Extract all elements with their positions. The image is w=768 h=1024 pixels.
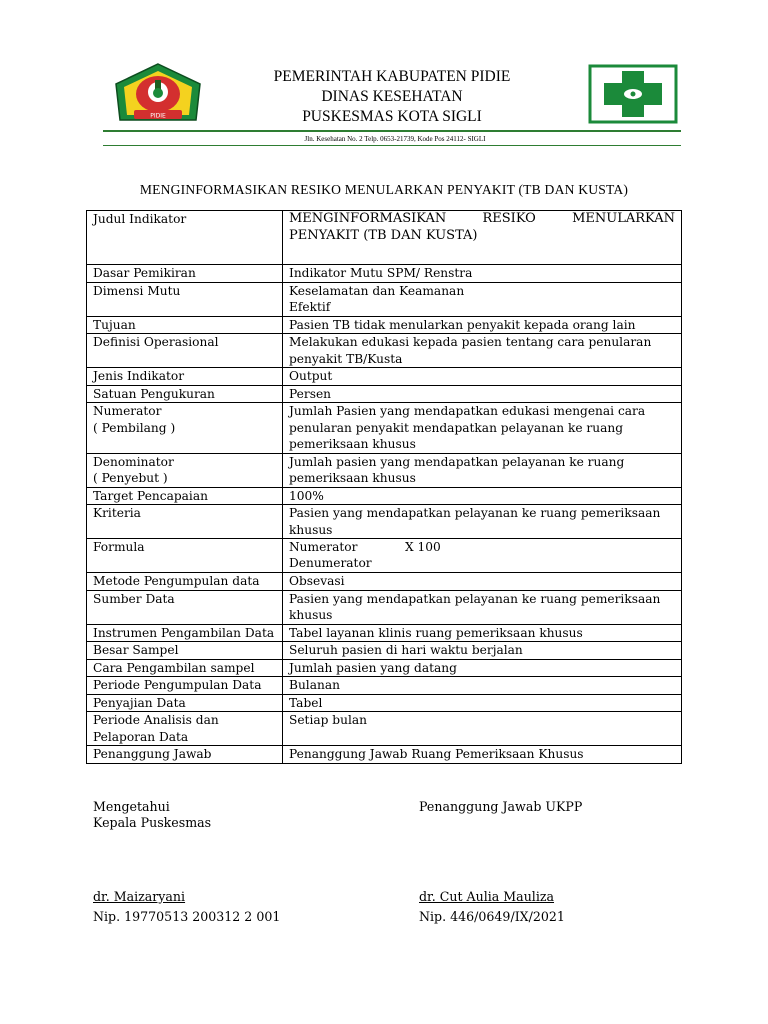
row-value: Penanggung Jawab Ruang Pemeriksaan Khusus <box>283 746 682 764</box>
row-label: Definisi Operasional <box>87 334 283 368</box>
table-row <box>87 453 682 487</box>
health-cross-logo <box>588 64 678 124</box>
header-line-3: PUSKESMAS KOTA SIGLI <box>302 108 482 125</box>
formula-numerator: Numerator <box>289 540 358 554</box>
table-row <box>87 282 682 316</box>
row-value <box>283 539 682 573</box>
signature-right-nip: Nip. 446/0649/IX/2021 <box>419 909 565 924</box>
row-value: Jumlah Pasien yang mendapatkan edukasi mengenai cara penularan penyakit mendapatkan pelayanan ke ruang pemeriksaan khusus <box>283 403 682 454</box>
row-label: Metode Pengumpulan data <box>87 573 283 591</box>
row-label <box>87 403 283 454</box>
table-row <box>87 539 682 573</box>
row-label: Tujuan <box>87 316 283 334</box>
row-label-line: Periode Analisis dan <box>93 713 219 727</box>
row-value: Jumlah pasien yang mendapatkan pelayanan ke ruang pemeriksaan khusus <box>283 453 682 487</box>
table-row <box>87 624 682 642</box>
row-label: Kriteria <box>87 505 283 539</box>
header-divider-top <box>103 130 681 132</box>
indicator-table <box>86 210 682 764</box>
row-value: MENGINFORMASIKAN RESIKO MENULARKAN PENYAKIT (TB DAN KUSTA) <box>283 211 682 265</box>
row-label: Sumber Data <box>87 590 283 624</box>
row-label: Satuan Pengukuran <box>87 385 283 403</box>
table-row <box>87 505 682 539</box>
row-value: Persen <box>283 385 682 403</box>
header-line-2: DINAS KESEHATAN <box>321 88 463 105</box>
table-row <box>87 694 682 712</box>
row-label: Dimensi Mutu <box>87 282 283 316</box>
table-row <box>87 590 682 624</box>
row-value: Tabel <box>283 694 682 712</box>
row-label-line: Numerator <box>93 404 162 418</box>
formula-expression <box>289 539 675 572</box>
table-row <box>87 385 682 403</box>
signature-right-heading: Penanggung Jawab UKPP <box>419 799 583 814</box>
row-value: Pasien yang mendapatkan pelayanan ke ruang pemeriksaan khusus <box>283 505 682 539</box>
signature-left-title: Kepala Puskesmas <box>93 815 212 830</box>
row-value: Pasien TB tidak menularkan penyakit kepada orang lain <box>283 316 682 334</box>
header-address: Jln. Kesehatan No. 2 Telp. 0653-21739, Kode Pos 24112- SIGLI <box>304 135 486 143</box>
row-label: Penanggung Jawab <box>87 746 283 764</box>
header-line-1: PEMERINTAH KABUPATEN PIDIE <box>273 68 511 85</box>
row-value: Tabel layanan klinis ruang pemeriksaan khusus <box>283 624 682 642</box>
logo-left-text: PIDIE <box>150 112 166 120</box>
row-label-line: ( Pembilang ) <box>93 420 176 435</box>
row-value: Jumlah pasien yang datang <box>283 659 682 677</box>
row-label-line: Denominator <box>93 454 174 469</box>
row-label <box>87 453 283 487</box>
header-divider-bottom <box>103 145 681 146</box>
row-value-line: Efektif <box>289 300 331 314</box>
row-label: Judul Indikator <box>87 211 283 265</box>
row-label: Periode Pengumpulan Data <box>87 677 283 695</box>
row-label-line: ( Penyebut ) <box>93 471 168 485</box>
table-row <box>87 316 682 334</box>
row-label <box>87 712 283 746</box>
table-row <box>87 334 682 368</box>
table-row <box>87 487 682 505</box>
row-label: Target Pencapaian <box>87 487 283 505</box>
signature-right-name: dr. Cut Aulia Mauliza <box>419 889 555 904</box>
row-value: 100% <box>283 487 682 505</box>
table-row <box>87 659 682 677</box>
row-label: Jenis Indikator <box>87 368 283 386</box>
row-label: Penyajian Data <box>87 694 283 712</box>
table-row <box>87 642 682 660</box>
signature-left-name: dr. Maizaryani <box>93 889 186 904</box>
row-value: Bulanan <box>283 677 682 695</box>
table-row <box>87 712 682 746</box>
formula-denominator: Denumerator <box>289 556 372 570</box>
table-row <box>87 677 682 695</box>
signature-left-heading: Mengetahui <box>93 799 170 814</box>
row-label: Dasar Pemikiran <box>87 265 283 283</box>
row-value <box>283 282 682 316</box>
row-label: Cara Pengambilan sampel <box>87 659 283 677</box>
row-value: Output <box>283 368 682 386</box>
row-value: Obsevasi <box>283 573 682 591</box>
row-label: Besar Sampel <box>87 642 283 660</box>
table-row <box>87 573 682 591</box>
formula-multiplier: X 100 <box>405 540 441 554</box>
row-label: Formula <box>87 539 283 573</box>
row-value: Melakukan edukasi kepada pasien tentang cara penularan penyakit TB/Kusta <box>283 334 682 368</box>
signature-left-nip: Nip. 19770513 200312 2 001 <box>93 909 281 924</box>
row-value: Pasien yang mendapatkan pelayanan ke ruang pemeriksaan khusus <box>283 590 682 624</box>
table-row <box>87 746 682 764</box>
document-title: MENGINFORMASIKAN RESIKO MENULARKAN PENYAKIT (TB DAN KUSTA) <box>139 182 629 197</box>
row-label-line: Pelaporan Data <box>93 729 189 744</box>
row-value-line: Keselamatan dan Keamanan <box>289 283 465 298</box>
table-row <box>87 211 682 265</box>
table-row <box>87 403 682 454</box>
row-value: Seluruh pasien di hari waktu berjalan <box>283 642 682 660</box>
row-value: Setiap bulan <box>283 712 682 746</box>
row-label: Instrumen Pengambilan Data <box>87 624 283 642</box>
pidie-emblem-logo <box>112 62 204 128</box>
table-row <box>87 368 682 386</box>
table-row <box>87 265 682 283</box>
row-value: Indikator Mutu SPM/ Renstra <box>283 265 682 283</box>
